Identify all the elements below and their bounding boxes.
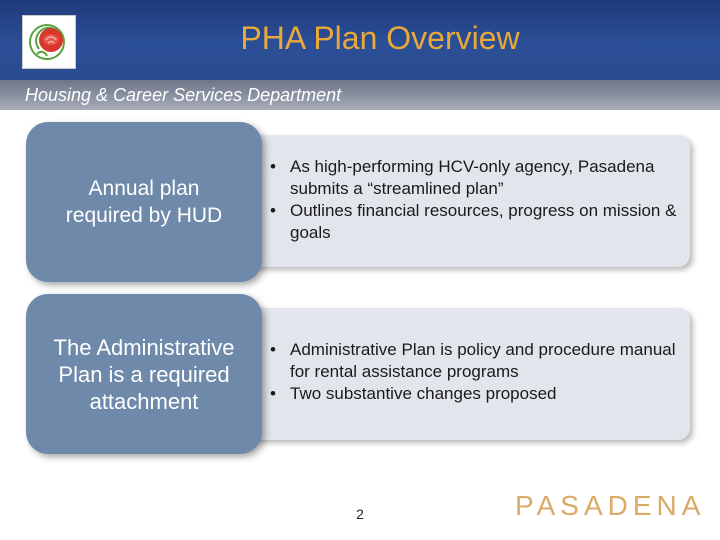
bullet-item: • Outlines financial resources, progress on mission & goals bbox=[268, 200, 678, 244]
department-name: Housing & Career Services Department bbox=[25, 85, 342, 105]
row-1-bullets bbox=[268, 156, 678, 244]
bullet-item: • Administrative Plan is policy and procedure manual for rental assistance programs bbox=[268, 339, 680, 383]
slide-header bbox=[0, 0, 720, 80]
rose-logo-icon bbox=[22, 15, 76, 69]
bullet-item: • As high-performing HCV-only agency, Pasadena submits a “streamlined plan” bbox=[268, 156, 678, 200]
pasadena-wordmark: PASADENA bbox=[515, 490, 706, 521]
row-1-heading-box bbox=[26, 122, 262, 282]
page-number: 2 bbox=[356, 506, 364, 522]
department-bar bbox=[0, 80, 720, 110]
slide-title: PHA Plan Overview bbox=[240, 20, 520, 56]
row-2-bullets bbox=[268, 339, 680, 405]
row-2-heading: The Administrative Plan is a required attachment bbox=[53, 334, 235, 414]
bullet-item: • Two substantive changes proposed bbox=[268, 383, 680, 405]
row-2-heading-box bbox=[26, 294, 262, 454]
row-1-heading: Annual plan required by HUD bbox=[65, 177, 223, 227]
